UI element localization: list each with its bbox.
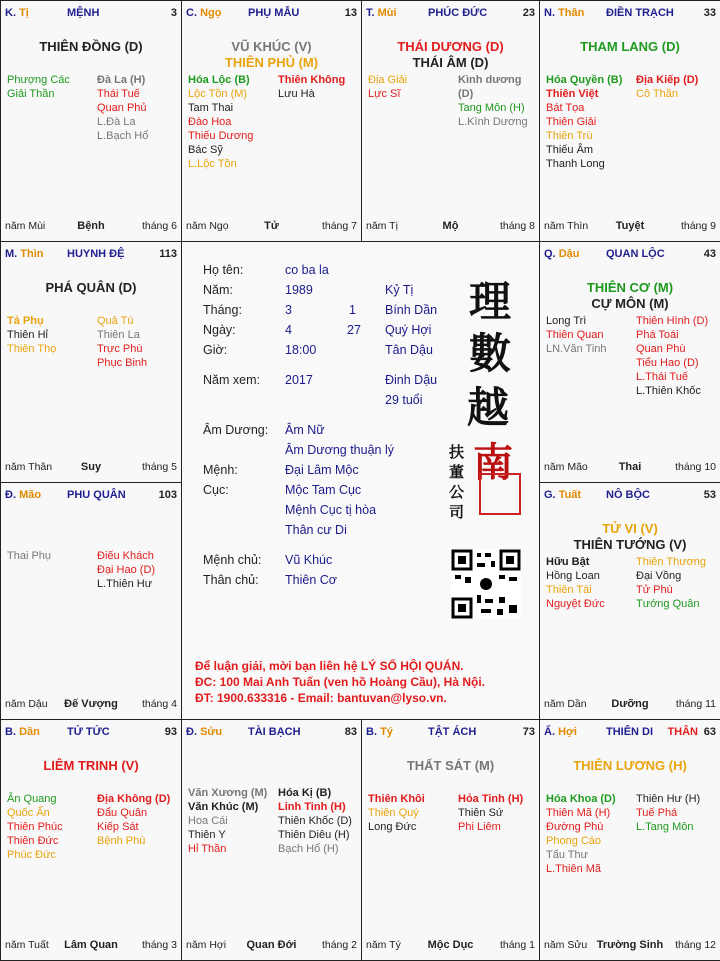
minor-star: Hóa Kị (B) bbox=[278, 787, 332, 799]
main-star: THIÊN LƯƠNG (H) bbox=[573, 758, 687, 773]
minor-star: L.Thiên Hư bbox=[97, 578, 153, 590]
main-star: THÁI DƯƠNG (D) bbox=[397, 39, 504, 54]
am-duong-label: Âm Dương: bbox=[203, 423, 269, 437]
palace-ty bbox=[361, 719, 540, 961]
palace-year: năm Thân bbox=[5, 461, 53, 473]
palace-mui bbox=[361, 0, 540, 242]
palace-stage: Tử bbox=[264, 220, 279, 232]
minor-star: Địa Kiếp (D) bbox=[636, 74, 699, 86]
star-column-left bbox=[7, 549, 51, 563]
minor-star: Thiếu Dương bbox=[188, 130, 254, 142]
palace-month: tháng 7 bbox=[321, 220, 357, 232]
palace-footer bbox=[544, 220, 716, 233]
palace-number: 33 bbox=[703, 7, 716, 19]
minor-star: L.Kình Dương bbox=[458, 116, 528, 128]
hour-value: 18:00 bbox=[285, 343, 317, 357]
main-star: THAM LANG (D) bbox=[580, 39, 680, 54]
minor-star: Địa Không (D) bbox=[97, 793, 171, 805]
minor-star: Tuế Phá bbox=[636, 807, 678, 819]
minor-star: Đường Phù bbox=[546, 821, 604, 833]
minor-star: Phúc Đức bbox=[7, 849, 56, 861]
palace-month: tháng 4 bbox=[141, 698, 177, 710]
palace-header bbox=[544, 7, 716, 21]
palace-branch: Ấ. Hợi bbox=[544, 726, 577, 738]
minor-star: Cô Thần bbox=[636, 88, 678, 100]
than-marker: THÂN bbox=[667, 726, 698, 738]
palace-ngo bbox=[181, 0, 362, 242]
palace-footer bbox=[186, 939, 357, 952]
main-star: THIÊN TƯỚNG (V) bbox=[573, 537, 687, 552]
minor-star: Thiên Hư (H) bbox=[636, 793, 701, 805]
star-column-left bbox=[546, 555, 605, 611]
minor-star: Địa Giải bbox=[368, 74, 408, 86]
cuc-relation: Mệnh Cục tị hòa bbox=[285, 503, 377, 517]
cuc-label: Cục: bbox=[203, 483, 229, 497]
palace-branch: N. Thân bbox=[544, 7, 585, 19]
minor-star: Thiên Khôi bbox=[368, 793, 425, 805]
palace-name: TÀI BẠCH bbox=[248, 726, 301, 738]
month-label: Tháng: bbox=[203, 303, 242, 317]
calligraphy-small: 扶 bbox=[449, 443, 465, 461]
than-cu: Thân cư Di bbox=[285, 523, 347, 537]
day-value: 4 bbox=[285, 323, 292, 337]
minor-star: L.Tang Môn bbox=[636, 821, 694, 833]
palace-header bbox=[5, 7, 177, 21]
minor-star: Thiên Đức bbox=[7, 835, 59, 847]
minor-star: Đẩu Quân bbox=[97, 807, 148, 819]
palace-branch: K. Tị bbox=[5, 7, 29, 19]
palace-header bbox=[544, 248, 716, 262]
star-column-right bbox=[97, 73, 148, 143]
main-star: TỬ VI (V) bbox=[602, 521, 658, 536]
palace-name: PHỤ MẪU bbox=[248, 7, 300, 19]
minor-star: L.Thiên Mã bbox=[546, 863, 602, 875]
palace-header bbox=[366, 726, 535, 740]
palace-branch: Đ. Sửu bbox=[186, 726, 223, 738]
month-can-chi: Bính Dần bbox=[385, 303, 438, 317]
star-column-right bbox=[636, 792, 700, 834]
minor-star: Thái Tuế bbox=[97, 88, 140, 100]
palace-header bbox=[544, 489, 716, 503]
palace-header bbox=[5, 726, 177, 740]
minor-star: Tả Phụ bbox=[7, 315, 44, 327]
palace-month: tháng 12 bbox=[675, 939, 716, 951]
minor-star: Nguyệt Đức bbox=[546, 598, 605, 610]
minor-star: Bác Sỹ bbox=[188, 144, 223, 156]
palace-number: 113 bbox=[159, 248, 177, 260]
star-column-right bbox=[97, 549, 155, 591]
palace-stage: Quan Đới bbox=[246, 939, 297, 951]
minor-star: Thiên Hình (D) bbox=[636, 315, 709, 327]
palace-stage: Dưỡng bbox=[611, 698, 649, 710]
minor-star: Ân Quang bbox=[7, 793, 57, 805]
hour-can-chi: Tân Dậu bbox=[385, 343, 433, 357]
minor-star: Thiên Trù bbox=[546, 130, 593, 142]
palace-branch: B. Dần bbox=[5, 726, 40, 738]
palace-year: năm Tý bbox=[366, 939, 401, 951]
star-column-left bbox=[546, 73, 622, 171]
palace-header bbox=[544, 726, 716, 740]
minor-star: L.Bạch Hổ bbox=[97, 130, 149, 142]
star-column-left bbox=[368, 792, 425, 834]
center-info-panel bbox=[181, 241, 539, 719]
minor-star: Thiên Khốc (D) bbox=[278, 815, 352, 827]
minor-star: Lưu Hà bbox=[278, 88, 315, 100]
minor-star: Thai Phụ bbox=[7, 550, 52, 562]
cuc-value: Mộc Tam Cục bbox=[285, 483, 362, 497]
palace-suu bbox=[181, 719, 362, 961]
palace-name: TẬT ÁCH bbox=[428, 726, 477, 738]
minor-star: L.Thái Tuế bbox=[636, 371, 688, 383]
palace-number: 53 bbox=[703, 489, 716, 501]
contact-phone-email: ĐT: 1900.633316 - Email: bantuvan@lyso.vn. bbox=[195, 691, 447, 705]
minor-star: L.Đà La bbox=[97, 116, 136, 128]
minor-star: Tiểu Hao (D) bbox=[636, 357, 699, 369]
palace-number: 3 bbox=[170, 7, 177, 19]
palace-footer bbox=[544, 461, 716, 474]
minor-star: Phá Toái bbox=[636, 329, 679, 341]
minor-star: Tấu Thư bbox=[546, 849, 589, 861]
minor-star: Văn Xương (M) bbox=[188, 787, 268, 799]
hour-label: Giờ: bbox=[203, 343, 228, 357]
month-lunar: 1 bbox=[349, 303, 356, 317]
palace-name: QUAN LỘC bbox=[606, 248, 665, 260]
palace-footer bbox=[186, 220, 357, 233]
main-star: LIÊM TRINH (V) bbox=[43, 758, 139, 773]
age-value: 29 tuổi bbox=[385, 393, 423, 407]
minor-star: Phi Liêm bbox=[458, 821, 501, 833]
palace-number: 23 bbox=[522, 7, 535, 19]
contact-line: Để luận giải, mời bạn liên hệ LÝ SỐ HỘI QUÁN. bbox=[195, 659, 464, 673]
palace-number: 43 bbox=[703, 248, 716, 260]
calligraphy-small: 司 bbox=[449, 503, 465, 521]
star-column-right bbox=[97, 314, 147, 370]
star-column-right bbox=[458, 73, 539, 129]
minor-star: Thiên Sứ bbox=[458, 807, 504, 819]
star-column-left bbox=[368, 73, 407, 101]
palace-header bbox=[5, 248, 177, 262]
palace-name: THIÊN DI bbox=[606, 726, 654, 738]
minor-star: Thiếu Âm bbox=[546, 144, 594, 156]
palace-month: tháng 8 bbox=[499, 220, 535, 232]
minor-star: Trực Phù bbox=[97, 343, 143, 355]
minor-star: Quả Tú bbox=[97, 315, 134, 327]
minor-star: Tang Môn (H) bbox=[458, 102, 525, 114]
palace-year: năm Tị bbox=[366, 220, 398, 232]
palace-mao bbox=[0, 482, 182, 720]
main-star: PHÁ QUÂN (D) bbox=[45, 280, 137, 295]
palace-year: năm Dần bbox=[544, 698, 587, 710]
minor-star: LN.Văn Tinh bbox=[546, 343, 607, 355]
minor-star: Kiếp Sát bbox=[97, 821, 139, 833]
palace-header bbox=[186, 726, 357, 740]
star-column-left bbox=[7, 314, 56, 356]
star-column-right bbox=[636, 555, 706, 611]
minor-star: Bát Tọa bbox=[546, 102, 585, 114]
palace-year: năm Hợi bbox=[186, 939, 227, 951]
palace-stage: Thai bbox=[618, 461, 642, 473]
palace-footer bbox=[5, 220, 177, 233]
name-label: Họ tên: bbox=[203, 263, 244, 277]
minor-star: Hỉ Thần bbox=[188, 843, 227, 855]
minor-star: Văn Khúc (M) bbox=[188, 801, 259, 813]
palace-stage: Suy bbox=[80, 461, 102, 473]
palace-year: năm Dậu bbox=[5, 698, 48, 710]
palace-dau bbox=[539, 241, 720, 483]
palace-stage: Mộ bbox=[442, 220, 459, 232]
main-star: CỰ MÔN (M) bbox=[591, 296, 669, 311]
star-column-right bbox=[278, 73, 345, 101]
main-star: THIÊN CƠ (M) bbox=[586, 280, 674, 295]
calligraphy-small: 公 bbox=[449, 483, 465, 501]
palace-footer bbox=[366, 220, 535, 233]
star-column-left bbox=[7, 73, 70, 101]
minor-star: L.Thiên Khốc bbox=[636, 385, 701, 397]
minor-star: Đại Hao (D) bbox=[97, 564, 156, 576]
palace-branch: M. Thìn bbox=[5, 248, 44, 260]
am-duong-relation: Âm Dương thuận lý bbox=[285, 443, 394, 457]
main-star: THIÊN ĐỒNG (D) bbox=[39, 39, 143, 54]
palace-name: HUYNH ĐỆ bbox=[67, 248, 125, 260]
palace-thin bbox=[0, 241, 182, 483]
menh-label: Mệnh: bbox=[203, 463, 238, 477]
name-value: co ba la bbox=[285, 263, 329, 277]
palace-branch: T. Mùi bbox=[366, 7, 397, 19]
palace-year: năm Thìn bbox=[544, 220, 589, 232]
minor-star: Điếu Khách bbox=[97, 550, 154, 562]
star-column-right bbox=[636, 314, 708, 398]
star-column-right bbox=[458, 792, 523, 834]
star-column-left bbox=[546, 314, 607, 356]
palace-month: tháng 10 bbox=[675, 461, 716, 473]
star-column-left bbox=[188, 73, 253, 171]
qr-code-icon bbox=[451, 549, 521, 619]
minor-star: Thiên Mã (H) bbox=[546, 807, 611, 819]
view-year-can-chi: Đinh Dậu bbox=[385, 373, 438, 387]
day-label: Ngày: bbox=[203, 323, 236, 337]
palace-dan bbox=[0, 719, 182, 961]
minor-star: Quốc Ấn bbox=[7, 807, 50, 819]
minor-star: Thiên Thọ bbox=[7, 343, 57, 355]
minor-star: Thiên Việt bbox=[546, 88, 599, 100]
star-column-right bbox=[278, 786, 352, 856]
minor-star: Bệnh Phù bbox=[97, 835, 146, 847]
palace-name: NÔ BỘC bbox=[606, 489, 650, 501]
minor-star: Thiên Giải bbox=[546, 116, 597, 128]
calligraphy-char: 越 bbox=[467, 383, 510, 432]
minor-star: Long Trì bbox=[546, 315, 587, 327]
minor-star: Lực Sĩ bbox=[368, 88, 401, 100]
palace-number: 13 bbox=[344, 7, 357, 19]
than-chu-value: Thiên Cơ bbox=[285, 573, 337, 587]
palace-number: 83 bbox=[344, 726, 357, 738]
day-lunar: 27 bbox=[347, 323, 361, 337]
main-star: THÁI ÂM (D) bbox=[412, 55, 489, 70]
palace-stage: Mộc Dục bbox=[427, 939, 474, 951]
minor-star: Kình dương (D) bbox=[458, 74, 522, 100]
year-can-chi: Kỷ Tị bbox=[385, 283, 414, 297]
minor-star: L.Lộc Tồn bbox=[188, 158, 237, 170]
palace-name: PHÚC ĐỨC bbox=[428, 7, 488, 19]
minor-star: Thiên Quý bbox=[368, 807, 419, 819]
palace-month: tháng 11 bbox=[675, 698, 716, 710]
palace-than bbox=[539, 0, 720, 242]
palace-ti bbox=[0, 0, 182, 242]
minor-star: Lộc Tồn (M) bbox=[188, 88, 248, 100]
minor-star: Tướng Quân bbox=[636, 598, 700, 610]
palace-branch: B. Tý bbox=[366, 726, 393, 738]
palace-header bbox=[5, 489, 177, 503]
palace-month: tháng 1 bbox=[499, 939, 535, 951]
palace-month: tháng 2 bbox=[321, 939, 357, 951]
minor-star: Đại Vồng bbox=[636, 570, 682, 582]
palace-year: năm Tuất bbox=[5, 939, 49, 951]
palace-year: năm Ngọ bbox=[186, 220, 229, 232]
minor-star: Thiên Tài bbox=[546, 584, 592, 596]
palace-branch: Q. Dậu bbox=[544, 248, 580, 260]
calligraphy-small: 董 bbox=[449, 463, 465, 481]
year-label: Năm: bbox=[203, 283, 233, 297]
minor-star: Bạch Hổ (H) bbox=[278, 843, 339, 855]
minor-star: Giải Thần bbox=[7, 88, 55, 100]
minor-star: Thiên Hỉ bbox=[7, 329, 48, 341]
palace-footer bbox=[544, 939, 716, 952]
palace-year: năm Mùi bbox=[5, 220, 46, 232]
contact-address: ĐC: 100 Mai Anh Tuấn (ven hồ Hoàng Cầu), Hà Nội. bbox=[195, 675, 486, 689]
minor-star: Thiên Y bbox=[188, 829, 226, 841]
calligraphy-char: 理 bbox=[469, 277, 512, 326]
minor-star: Tam Thai bbox=[188, 102, 234, 114]
minor-star: Thiên Quan bbox=[546, 329, 604, 341]
minor-star: Hóa Khoa (D) bbox=[546, 793, 616, 805]
palace-name: PHU QUÂN bbox=[67, 489, 126, 501]
minor-star: Thiên Thương bbox=[636, 556, 707, 568]
palace-number: 93 bbox=[164, 726, 177, 738]
palace-header bbox=[366, 7, 535, 21]
palace-month: tháng 3 bbox=[141, 939, 177, 951]
menh-chu-value: Vũ Khúc bbox=[285, 553, 333, 567]
day-can-chi: Quý Hợi bbox=[385, 323, 432, 337]
palace-stage: Đế Vượng bbox=[64, 698, 118, 710]
minor-star: Quan Phủ bbox=[97, 102, 147, 114]
palace-footer bbox=[5, 698, 177, 711]
palace-number: 63 bbox=[703, 726, 716, 738]
palace-footer bbox=[544, 698, 716, 711]
minor-star: Phục Binh bbox=[97, 357, 148, 369]
star-column-left bbox=[7, 792, 63, 862]
palace-header bbox=[186, 7, 357, 21]
red-seal-stamp bbox=[479, 473, 521, 515]
month-value: 3 bbox=[285, 303, 292, 317]
minor-star: Đà La (H) bbox=[97, 74, 146, 86]
palace-branch: C. Ngọ bbox=[186, 7, 222, 19]
main-star: THIÊN PHỦ (M) bbox=[224, 55, 319, 70]
minor-star: Phượng Các bbox=[7, 74, 70, 86]
main-star: THẤT SÁT (M) bbox=[406, 758, 495, 773]
palace-month: tháng 9 bbox=[680, 220, 716, 232]
palace-number: 103 bbox=[158, 489, 177, 501]
minor-star: Thiên Diêu (H) bbox=[278, 829, 350, 841]
minor-star: Thiên La bbox=[97, 329, 140, 341]
am-duong-value: Âm Nữ bbox=[285, 423, 325, 437]
minor-star: Thiên Không bbox=[278, 74, 346, 86]
star-column-right bbox=[636, 73, 698, 101]
minor-star: Thanh Long bbox=[546, 158, 605, 170]
palace-month: tháng 5 bbox=[141, 461, 177, 473]
menh-chu-label: Mệnh chủ: bbox=[203, 553, 262, 567]
minor-star: Long Đức bbox=[368, 821, 417, 833]
palace-year: năm Sửu bbox=[544, 939, 588, 951]
year-value: 1989 bbox=[285, 283, 313, 297]
minor-star: Hữu Bật bbox=[546, 556, 590, 568]
palace-stage: Lâm Quan bbox=[64, 939, 118, 951]
view-year-label: Năm xem: bbox=[203, 373, 260, 387]
palace-stage: Bệnh bbox=[77, 220, 105, 232]
palace-hoi bbox=[539, 719, 720, 961]
palace-footer bbox=[366, 939, 535, 952]
than-chu-label: Thân chủ: bbox=[203, 573, 259, 587]
palace-tuat bbox=[539, 482, 720, 720]
calligraphy-char: 南 bbox=[473, 439, 513, 486]
minor-star: Hỏa Tinh (H) bbox=[458, 793, 524, 805]
minor-star: Đào Hoa bbox=[188, 116, 232, 128]
star-column-right bbox=[97, 792, 170, 848]
palace-branch: G. Tuất bbox=[544, 489, 582, 501]
minor-star: Hóa Quyền (B) bbox=[546, 74, 623, 86]
palace-footer bbox=[5, 461, 177, 474]
calligraphy-char: 數 bbox=[469, 329, 512, 378]
palace-name: ĐIỀN TRẠCH bbox=[606, 7, 674, 19]
minor-star: Hóa Lộc (B) bbox=[188, 74, 250, 86]
palace-name: MỆNH bbox=[67, 7, 100, 19]
view-year-value: 2017 bbox=[285, 373, 313, 387]
palace-footer bbox=[5, 939, 177, 952]
star-column-left bbox=[546, 792, 616, 876]
palace-name: TỬ TỨC bbox=[67, 726, 110, 738]
palace-month: tháng 6 bbox=[141, 220, 177, 232]
star-column-left bbox=[188, 786, 267, 856]
minor-star: Linh Tinh (H) bbox=[278, 801, 346, 813]
menh-value: Đại Lâm Mộc bbox=[285, 463, 359, 477]
palace-stage: Tuyệt bbox=[615, 220, 645, 232]
minor-star: Hồng Loan bbox=[546, 570, 600, 582]
minor-star: Quan Phù bbox=[636, 343, 686, 355]
main-star: VŨ KHÚC (V) bbox=[231, 39, 312, 54]
palace-branch: Đ. Mão bbox=[5, 489, 42, 501]
palace-stage: Trường Sinh bbox=[596, 939, 664, 951]
minor-star: Thiên Phúc bbox=[7, 821, 63, 833]
minor-star: Phong Cáo bbox=[546, 835, 602, 847]
palace-number: 73 bbox=[522, 726, 535, 738]
palace-year: năm Mão bbox=[544, 461, 588, 473]
minor-star: Tử Phù bbox=[636, 584, 673, 596]
minor-star: Hoa Cái bbox=[188, 815, 228, 827]
